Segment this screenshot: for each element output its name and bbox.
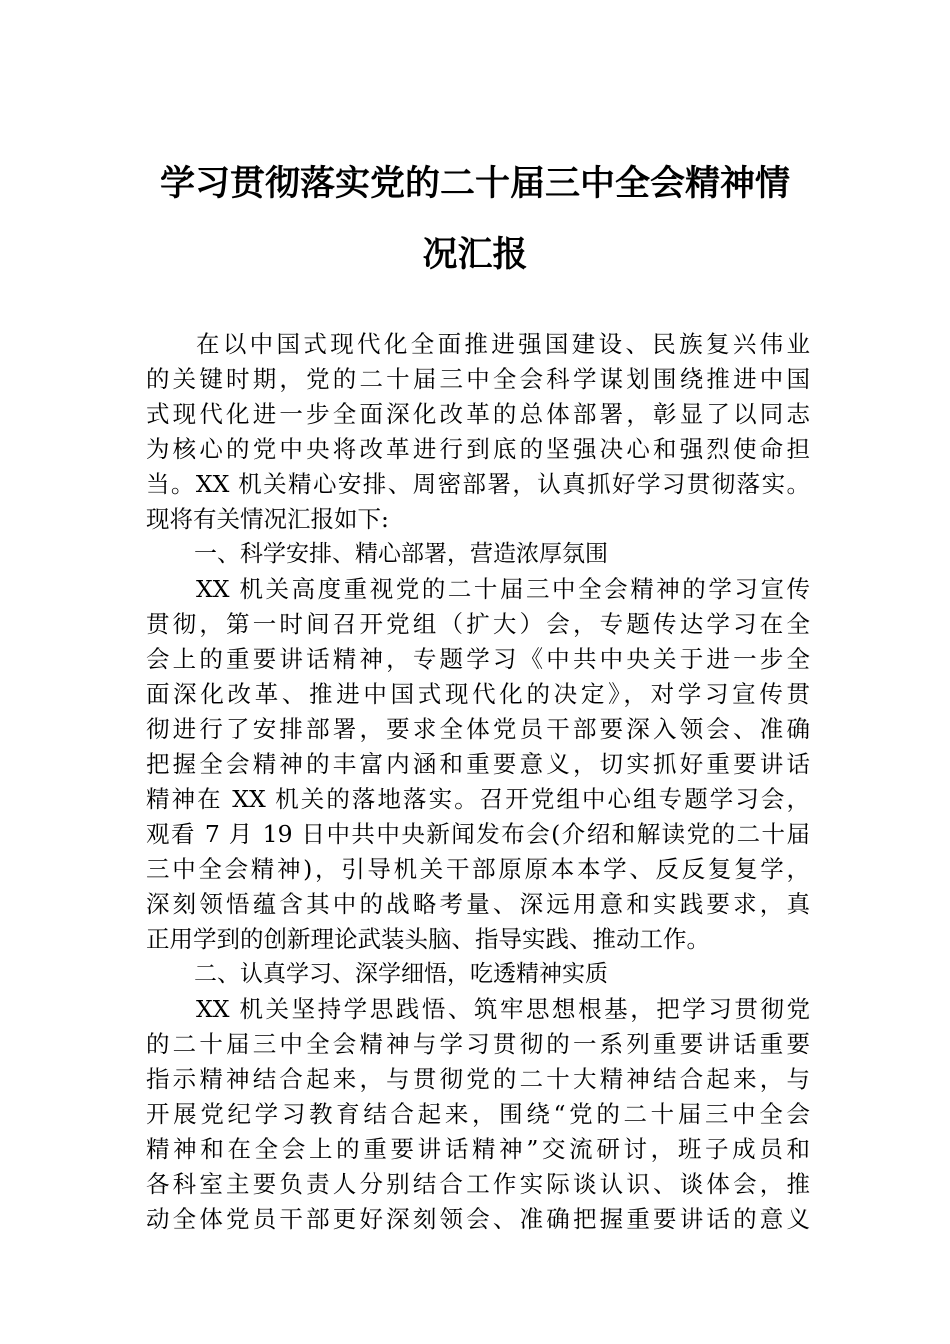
text-line: 在以中国式现代化全面推进强国建设、民族复兴伟业: [196, 330, 810, 358]
text-line: 观看 7 月 19 日中共中央新闻发布会(介绍和解读党的二十届: [146, 820, 810, 848]
text-line: 贯彻，第一时间召开党组（扩大）会，专题传达学习在全: [146, 610, 810, 638]
text-line: XX 机关高度重视党的二十届三中全会精神的学习宣传: [196, 575, 810, 603]
text-line: 当。XX 机关精心安排、周密部署，认真抓好学习贯彻落实。: [146, 470, 810, 498]
text-line: 彻进行了安排部署，要求全体党员干部要深入领会、准确: [146, 715, 810, 743]
document-title-line-1: 学习贯彻落实党的二十届三中全会精神情: [159, 163, 790, 204]
text-line: 的二十届三中全会精神与学习贯彻的一系列重要讲话重要: [146, 1030, 810, 1058]
document-title-line-2: 况汇报: [422, 234, 528, 275]
section-heading-1: 一、科学安排、精心部署，营造浓厚氛围: [194, 541, 608, 567]
section-1-paragraph: [146, 572, 810, 957]
section-heading-2: 二、认真学习、深学细悟，吃透精神实质: [194, 961, 608, 987]
text-line: 精神和在全会上的重要讲话精神”交流研讨，班子成员和: [146, 1135, 810, 1163]
text-line: 把握全会精神的丰富内涵和重要意义，切实抓好重要讲话: [146, 750, 810, 778]
text-line: 指示精神结合起来，与贯彻党的二十大精神结合起来，与: [146, 1065, 810, 1093]
document-body: [146, 327, 810, 1237]
text-line: 的关键时期，党的二十届三中全会科学谋划围绕推进中国: [146, 365, 810, 393]
intro-paragraph: [146, 327, 810, 537]
text-line: 开展党纪学习教育结合起来，围绕“党的二十届三中全会: [146, 1100, 810, 1128]
text-line: 精神在 XX 机关的落地落实。召开党组中心组专题学习会，: [146, 785, 810, 813]
text-line: 式现代化进一步全面深化改革的总体部署，彰显了以同志: [146, 400, 810, 428]
text-line: 面深化改革、推进中国式现代化的决定》，对学习宣传贯: [146, 680, 810, 708]
text-line: 现将有关情况汇报如下:: [146, 505, 389, 533]
section-2-paragraph: [146, 992, 810, 1237]
text-line: 各科室主要负责人分别结合工作实际谈认识、谈体会，推: [146, 1170, 810, 1198]
text-line: 正用学到的创新理论武装头脑、指导实践、推动工作。: [146, 925, 710, 953]
text-line: 深刻领悟蕴含其中的战略考量、深远用意和实践要求，真: [146, 890, 810, 918]
text-line: 为核心的党中央将改革进行到底的坚强决心和强烈使命担: [146, 435, 810, 463]
text-line: 动全体党员干部更好深刻领会、准确把握重要讲话的意义: [146, 1205, 810, 1233]
text-line: XX 机关坚持学思践悟、筑牢思想根基，把学习贯彻党: [196, 995, 810, 1023]
text-line: 会上的重要讲话精神，专题学习《中共中央关于进一步全: [146, 645, 810, 673]
text-line: 三中全会精神)，引导机关干部原原本本学、反反复复学，: [146, 855, 810, 883]
